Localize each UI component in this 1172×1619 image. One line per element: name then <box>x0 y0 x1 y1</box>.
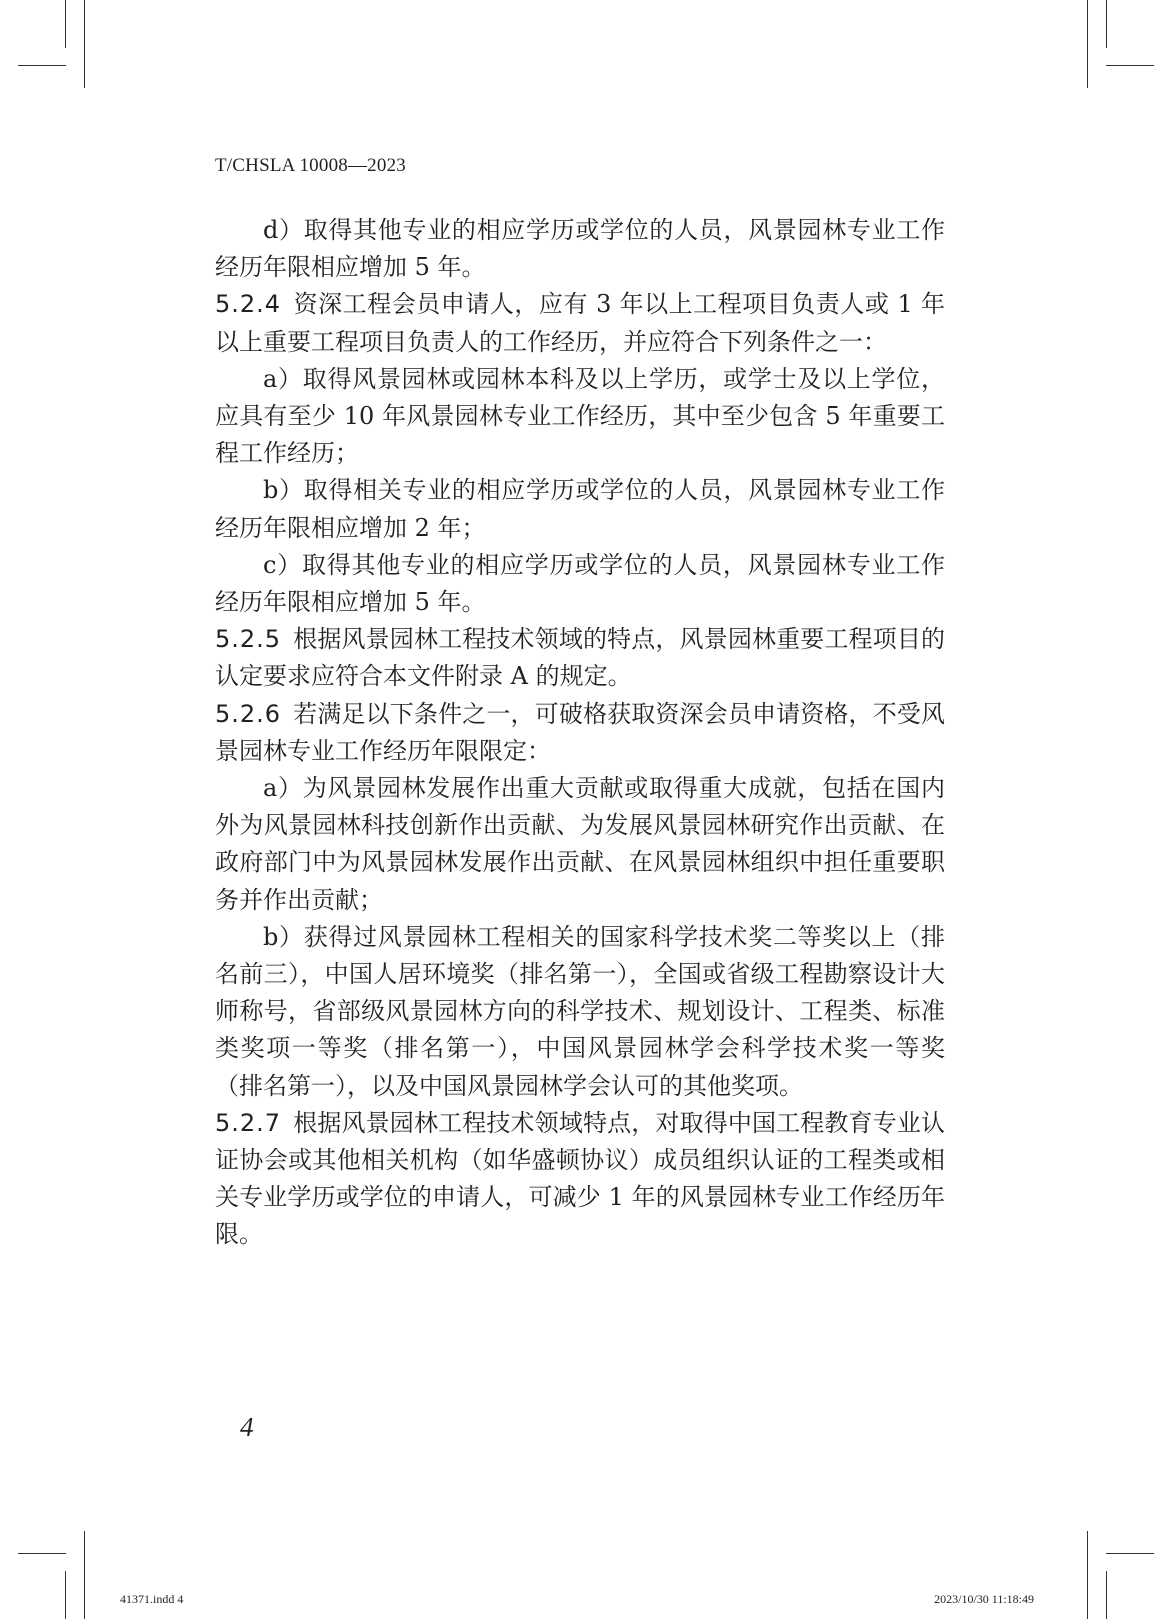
crop-mark <box>84 0 85 88</box>
clause-5-2-5 <box>215 621 945 695</box>
footer-file-info: 41371.indd 4 <box>120 1592 184 1606</box>
clause-text: 根据风景园林工程技术领域特点，对取得中国工程教育专业认证协会或其他相关机构（如华盛顿协议）成员组织认证的工程类或相关专业学历或学位的申请人，可减少 1 年的风景园林专业工作经历年限。 <box>215 1108 945 1249</box>
crop-mark <box>1087 1531 1088 1619</box>
item-b: b）获得过风景园林工程相关的国家科学技术奖二等奖以上（排名前三），中国人居环境奖（排名第一），全国或省级工程勘察设计大师称号，省部级风景园林方向的科学技术、规划设计、工程类、标准类奖项一等奖（排名第一），中国风景园林学会科学技术奖一等奖（排名第一），以及中国风景园林学会认可的其他奖项。 <box>215 922 945 1100</box>
crop-mark <box>1106 0 1107 48</box>
crop-mark <box>65 1571 66 1619</box>
crop-mark <box>1087 0 1088 88</box>
standard-code: T/CHSLA 10008—2023 <box>215 155 406 176</box>
crop-mark <box>1106 65 1154 66</box>
crop-mark <box>84 1531 85 1619</box>
crop-mark <box>1106 1571 1107 1619</box>
clause-number: 5.2.6 <box>215 699 282 728</box>
crop-mark <box>65 0 66 48</box>
item-b: b）取得相关专业的相应学历或学位的人员，风景园林专业工作经历年限相应增加 2 年； <box>215 476 945 542</box>
clause-text: 资深工程会员申请人，应有 3 年以上工程项目负责人或 1 年以上重要工程项目负责人的工作经历，并应符合下列条件之一： <box>215 290 945 356</box>
document-body <box>215 212 945 1254</box>
crop-mark <box>18 65 66 66</box>
clause-text: 根据风景园林工程技术领域的特点，风景园林重要工程项目的认定要求应符合本文件附录 A 的规定。 <box>215 625 945 691</box>
clause-number: 5.2.5 <box>215 625 282 654</box>
crop-mark <box>1106 1553 1154 1554</box>
item-a: a）为风景园林发展作出重大贡献或取得重大成就，包括在国内外为风景园林科技创新作出贡献、为发展风景园林研究作出贡献、在政府部门中为风景园林发展作出贡献、在风景园林组织中担任重要职务并作出贡献； <box>215 774 945 914</box>
clause-5-2-4 <box>215 286 945 360</box>
clause-number: 5.2.7 <box>215 1108 282 1137</box>
item-a: a）取得风景园林或园林本科及以上学历，或学士及以上学位，应具有至少 10 年风景园林专业工作经历，其中至少包含 5 年重要工程工作经历； <box>215 364 945 468</box>
item-d: d）取得其他专业的相应学历或学位的人员，风景园林专业工作经历年限相应增加 5 年。 <box>215 216 945 282</box>
clause-text: 若满足以下条件之一，可破格获取资深会员申请资格，不受风景园林专业工作经历年限限定： <box>215 699 945 765</box>
footer-timestamp: 2023/10/30 11:18:49 <box>934 1592 1034 1606</box>
item-c: c）取得其他专业的相应学历或学位的人员，风景园林专业工作经历年限相应增加 5 年。 <box>215 550 945 617</box>
clause-5-2-6 <box>215 696 945 770</box>
clause-number: 5.2.4 <box>215 290 282 319</box>
clause-5-2-7 <box>215 1105 945 1254</box>
crop-mark <box>18 1553 66 1554</box>
page-number: 4 <box>240 1412 254 1442</box>
